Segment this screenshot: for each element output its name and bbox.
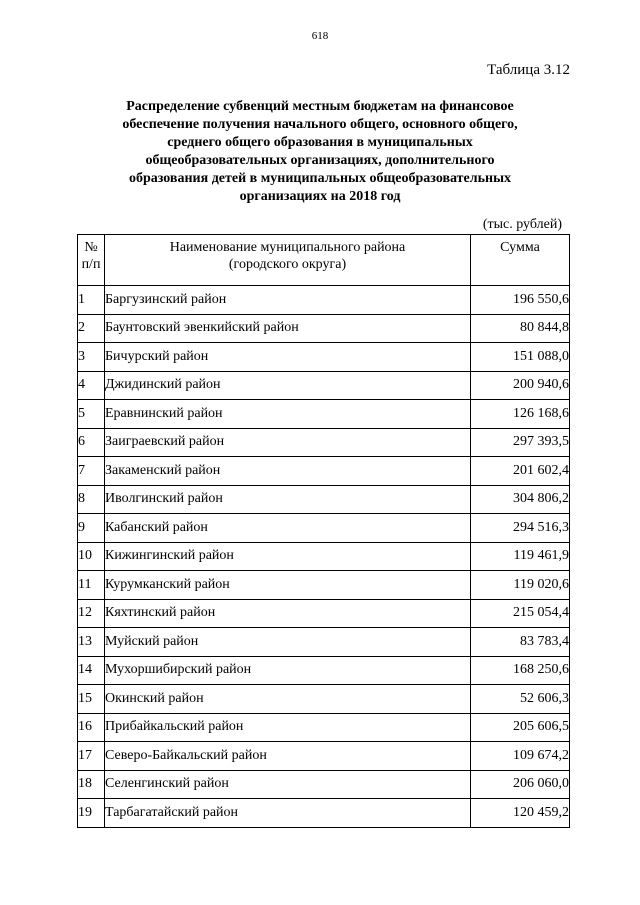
table-row xyxy=(78,400,570,429)
row-district-name: Кижингинский район xyxy=(105,542,471,571)
row-number: 16 xyxy=(78,713,105,742)
row-amount: 201 602,4 xyxy=(471,457,570,486)
row-amount: 206 060,0 xyxy=(471,770,570,799)
row-number: 11 xyxy=(78,571,105,600)
document-title xyxy=(95,98,545,206)
title-line: организациях на 2018 год xyxy=(239,189,401,204)
table-row xyxy=(78,371,570,400)
subvention-table xyxy=(77,234,570,828)
table-row xyxy=(78,770,570,799)
table-row xyxy=(78,713,570,742)
row-amount: 83 783,4 xyxy=(471,628,570,657)
table-row xyxy=(78,457,570,486)
row-number: 12 xyxy=(78,599,105,628)
title-line: Распределение субвенций местным бюджетам на финансовое xyxy=(126,99,514,114)
header-number-line2: п/п xyxy=(81,257,101,272)
page-number: 618 xyxy=(311,30,329,42)
row-amount: 126 168,6 xyxy=(471,400,570,429)
row-number: 2 xyxy=(78,314,105,343)
row-amount: 52 606,3 xyxy=(471,685,570,714)
table-header-row xyxy=(78,235,570,286)
table-row xyxy=(78,485,570,514)
row-district-name: Закаменский район xyxy=(105,457,471,486)
row-district-name: Иволгинский район xyxy=(105,485,471,514)
row-number: 18 xyxy=(78,770,105,799)
row-number: 5 xyxy=(78,400,105,429)
row-district-name: Еравнинский район xyxy=(105,400,471,429)
row-district-name: Северо-Байкальский район xyxy=(105,742,471,771)
table-row xyxy=(78,514,570,543)
row-amount: 297 393,5 xyxy=(471,428,570,457)
table-row xyxy=(78,343,570,372)
row-district-name: Кяхтинский район xyxy=(105,599,471,628)
row-amount: 119 461,9 xyxy=(471,542,570,571)
table-row xyxy=(78,742,570,771)
row-district-name: Курумканский район xyxy=(105,571,471,600)
row-number: 9 xyxy=(78,514,105,543)
row-number: 19 xyxy=(78,799,105,828)
table-row xyxy=(78,542,570,571)
row-district-name: Прибайкальский район xyxy=(105,713,471,742)
header-name-line1: Наименование муниципального района xyxy=(169,240,406,255)
row-district-name: Тарбагатайский район xyxy=(105,799,471,828)
header-sum: Сумма xyxy=(471,235,570,286)
row-district-name: Селенгинский район xyxy=(105,770,471,799)
row-number: 13 xyxy=(78,628,105,657)
row-district-name: Заиграевский район xyxy=(105,428,471,457)
header-name xyxy=(105,235,471,286)
table-row xyxy=(78,685,570,714)
table-body xyxy=(78,286,570,828)
table-row xyxy=(78,599,570,628)
units-label: (тыс. рублей) xyxy=(482,217,562,232)
row-district-name: Джидинский район xyxy=(105,371,471,400)
row-amount: 294 516,3 xyxy=(471,514,570,543)
row-number: 15 xyxy=(78,685,105,714)
row-district-name: Кабанский район xyxy=(105,514,471,543)
row-number: 3 xyxy=(78,343,105,372)
row-district-name: Окинский район xyxy=(105,685,471,714)
title-line: обеспечение получения начального общего, основного общего, xyxy=(122,117,518,132)
table-row xyxy=(78,314,570,343)
table-row xyxy=(78,799,570,828)
row-amount: 109 674,2 xyxy=(471,742,570,771)
row-amount: 215 054,4 xyxy=(471,599,570,628)
row-number: 1 xyxy=(78,286,105,315)
table-row xyxy=(78,571,570,600)
row-amount: 304 806,2 xyxy=(471,485,570,514)
row-number: 17 xyxy=(78,742,105,771)
row-number: 4 xyxy=(78,371,105,400)
row-district-name: Баунтовский эвенкийский район xyxy=(105,314,471,343)
table-label: Таблица 3.12 xyxy=(487,62,570,78)
row-number: 14 xyxy=(78,656,105,685)
row-amount: 200 940,6 xyxy=(471,371,570,400)
row-amount: 168 250,6 xyxy=(471,656,570,685)
row-amount: 205 606,5 xyxy=(471,713,570,742)
row-district-name: Мухоршибирский район xyxy=(105,656,471,685)
row-number: 8 xyxy=(78,485,105,514)
row-number: 6 xyxy=(78,428,105,457)
row-amount: 196 550,6 xyxy=(471,286,570,315)
table-row xyxy=(78,656,570,685)
title-line: среднего общего образования в муниципальных xyxy=(167,135,473,150)
row-number: 7 xyxy=(78,457,105,486)
title-line: общеобразовательных организациях, дополнительного xyxy=(145,153,495,168)
header-name-line2: (городского округа) xyxy=(228,257,347,272)
row-amount: 120 459,2 xyxy=(471,799,570,828)
row-amount: 151 088,0 xyxy=(471,343,570,372)
table-row xyxy=(78,628,570,657)
title-line: образования детей в муниципальных общеобразовательных xyxy=(128,171,512,186)
row-amount: 119 020,6 xyxy=(471,571,570,600)
table-row xyxy=(78,286,570,315)
row-district-name: Муйский район xyxy=(105,628,471,657)
table-row xyxy=(78,428,570,457)
row-district-name: Баргузинский район xyxy=(105,286,471,315)
row-number: 10 xyxy=(78,542,105,571)
header-number-line1: № xyxy=(84,240,98,255)
row-amount: 80 844,8 xyxy=(471,314,570,343)
row-district-name: Бичурский район xyxy=(105,343,471,372)
header-number xyxy=(78,235,105,286)
